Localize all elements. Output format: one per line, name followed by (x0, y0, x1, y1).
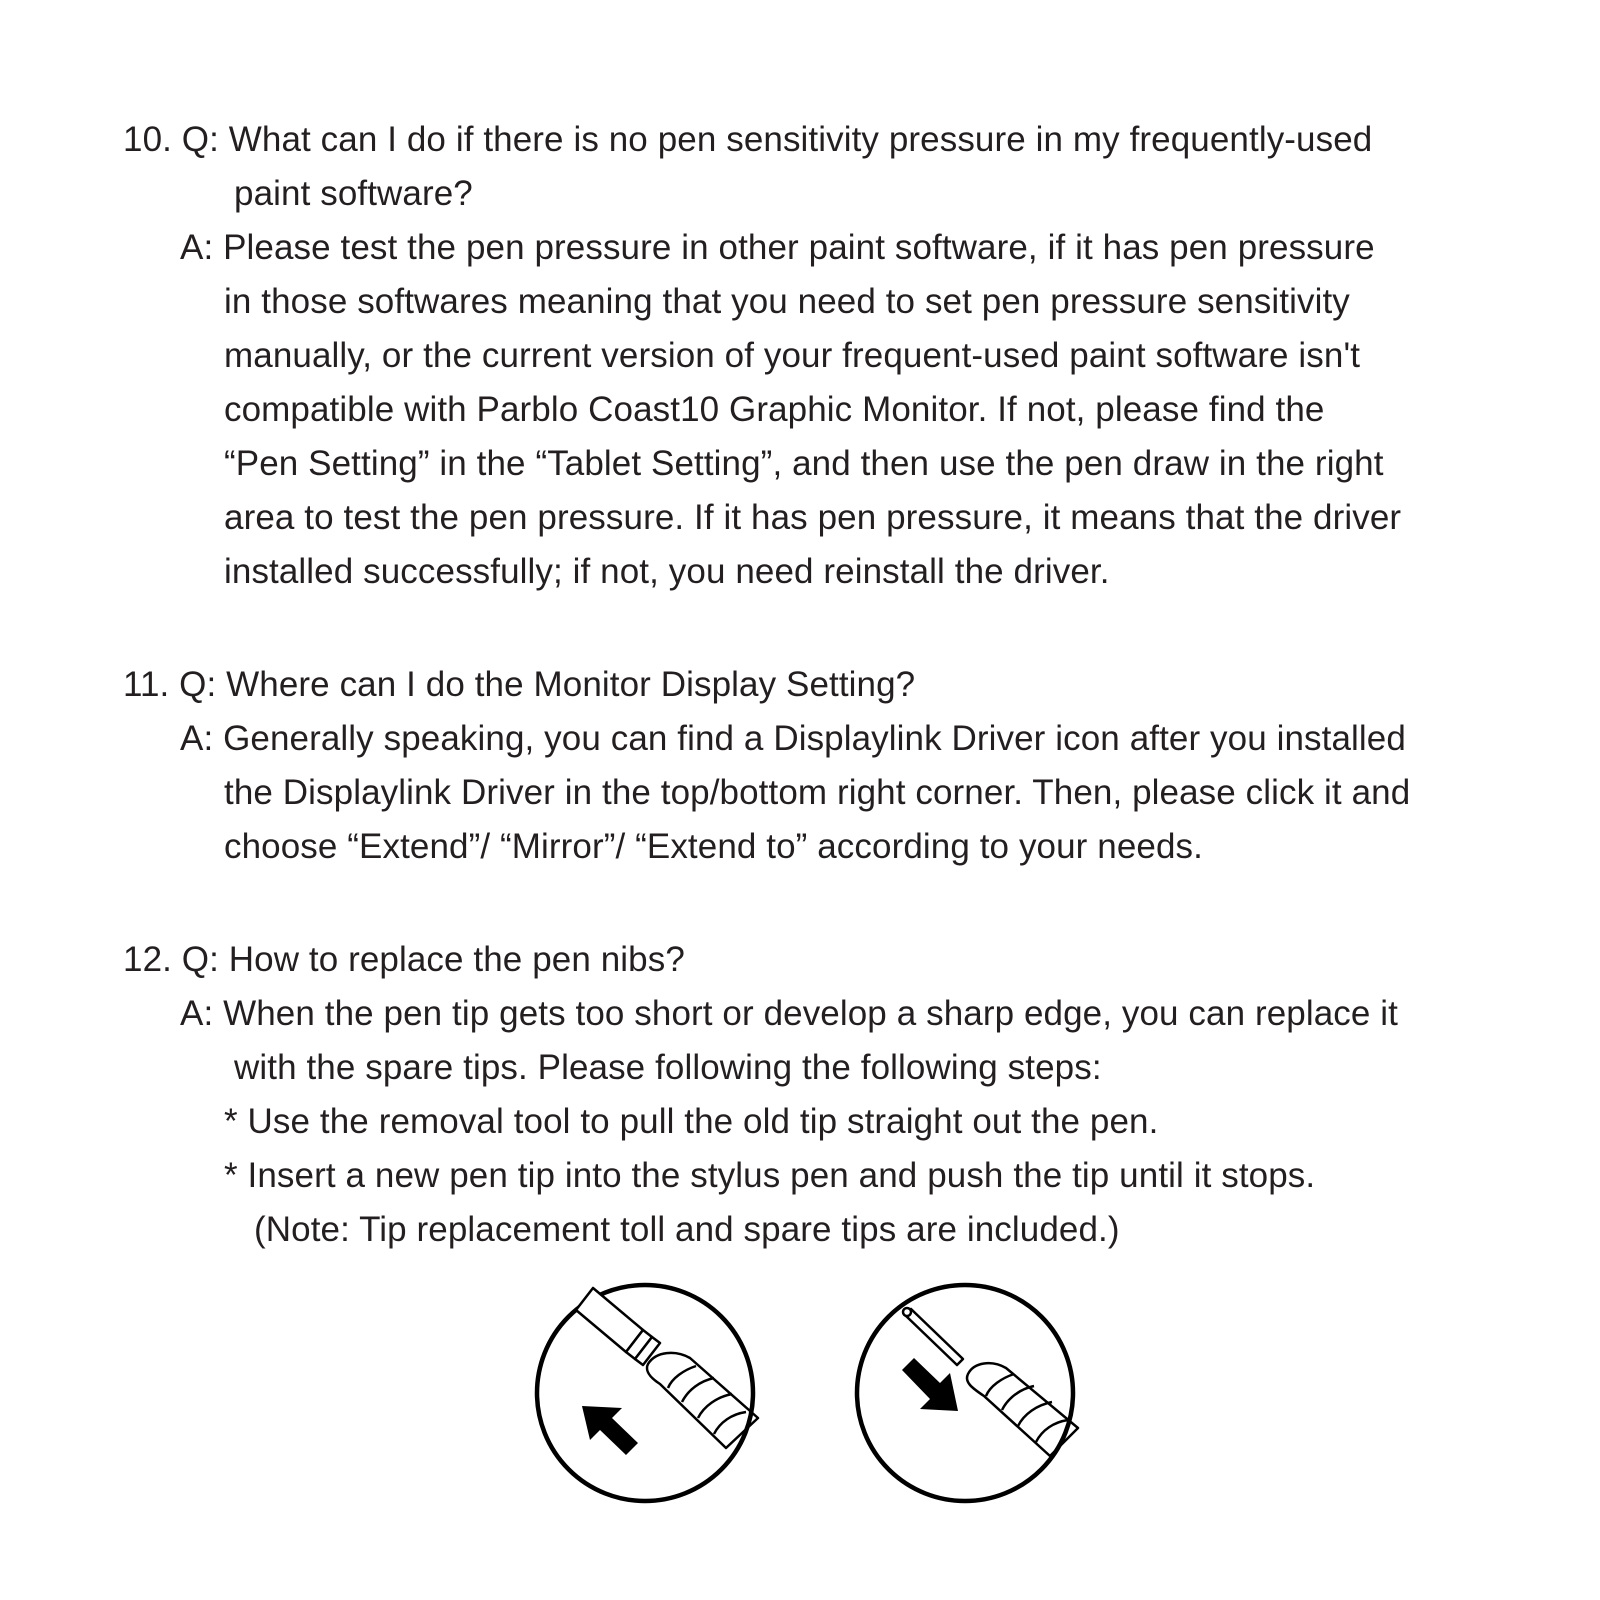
faq-12-answer-line-2: with the spare tips. Please following the following steps: (234, 1048, 1102, 1087)
faq-10-answer-line-5: “Pen Setting” in the “Tablet Setting”, and then use the pen draw in the right (224, 444, 1384, 483)
faq-12-question-line-1: 12. Q: How to replace the pen nibs? (123, 940, 685, 979)
pen-nib-replacement-illustrations (530, 1278, 1070, 1508)
faq-12-note: (Note: Tip replacement toll and spare tips are included.) (254, 1210, 1120, 1249)
faq-11-answer-line-1: A: Generally speaking, you can find a Displaylink Driver icon after you installed (180, 719, 1406, 758)
faq-12-answer-line-1: A: When the pen tip gets too short or develop a sharp edge, you can replace it (180, 994, 1398, 1033)
faq-12-step-2: * Insert a new pen tip into the stylus pen and push the tip until it stops. (224, 1156, 1316, 1195)
faq-10-answer-line-3: manually, or the current version of your frequent-used paint software isn't (224, 336, 1361, 375)
faq-10-answer-line-4: compatible with Parblo Coast10 Graphic Monitor. If not, please find the (224, 390, 1325, 429)
faq-10-answer-line-6: area to test the pen pressure. If it has pen pressure, it means that the driver (224, 498, 1402, 537)
faq-11-question-line-1: 11. Q: Where can I do the Monitor Display Setting? (123, 665, 916, 704)
faq-10-question-line-2: paint software? (234, 174, 473, 213)
faq-10-question-line-1: 10. Q: What can I do if there is no pen sensitivity pressure in my frequently-used (123, 120, 1373, 159)
faq-10-answer-line-7: installed successfully; if not, you need reinstall the driver. (224, 552, 1110, 591)
pen-tip-insert-icon (850, 1278, 1080, 1508)
faq-10-answer-line-1: A: Please test the pen pressure in other paint software, if it has pen pressure (180, 228, 1375, 267)
faq-11-answer-line-2: the Displaylink Driver in the top/bottom right corner. Then, please click it and (224, 773, 1411, 812)
faq-12-step-1: * Use the removal tool to pull the old tip straight out the pen. (224, 1102, 1159, 1141)
faq-10-answer-line-2: in those softwares meaning that you need to set pen pressure sensitivity (224, 282, 1350, 321)
pen-tip-removal-icon (530, 1278, 760, 1508)
faq-11-answer-line-3: choose “Extend”/ “Mirror”/ “Extend to” according to your needs. (224, 827, 1203, 866)
